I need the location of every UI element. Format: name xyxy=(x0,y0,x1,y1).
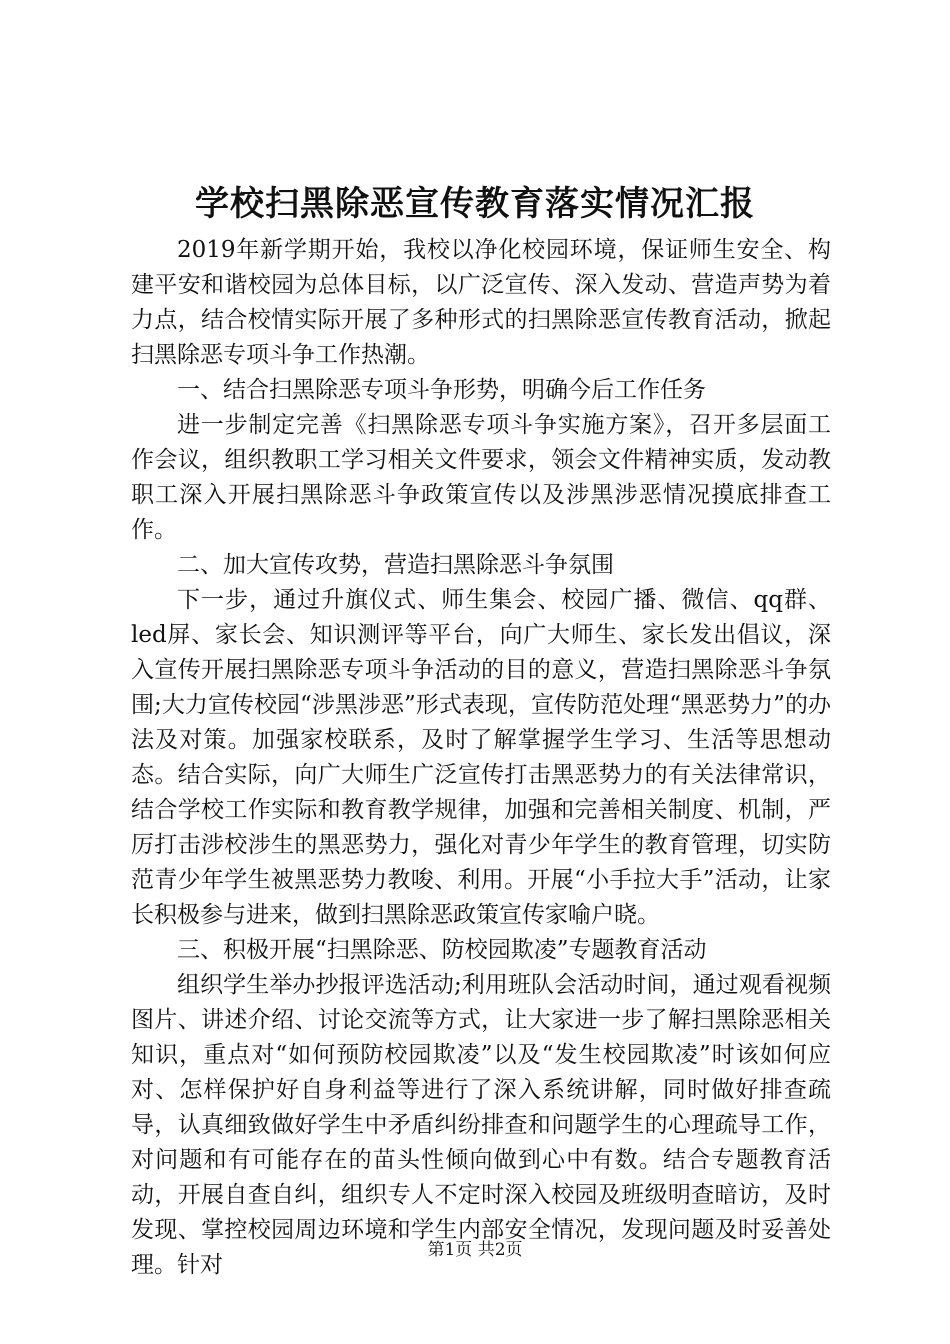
section-paragraph-2: 下一步，通过升旗仪式、师生集会、校园广播、微信、qq群、led屏、家长会、知识测评等平台，向广大师生、家长发出倡议，深入宣传开展扫黑除恶专项斗争活动的目的意义，营造扫黑除恶斗争氛围;大力宣传校园“涉黑涉恶”形式表现，宣传防范处理“黑恶势力”的办法及对策。加强家校联系，及时了解掌握学生学习、生活等思想动态。结合实际，向广大师生广泛宣传打击黑恶势力的有关法律常识，结合学校工作实际和教育教学规律，加强和完善相关制度、机制，严厉打击涉校涉生的黑恶势力，强化对青少年学生的教育管理，切实防范青少年学生被黑恶势力教唆、利用。开展“小手拉大手”活动，让家长积极参与进来，做到扫黑除恶政策宣传家喻户晓。 xyxy=(131,587,831,928)
intro-paragraph: 2019年新学期开始，我校以净化校园环境，保证师生安全、构建平安和谐校园为总体目标，以广泛宣传、深入发动、营造声势为着力点，结合校情实际开展了多种形式的扫黑除恶宣传教育活动，掀起扫黑除恶专项斗争工作热潮。 xyxy=(131,237,831,368)
section-heading-2: 二、加大宣传攻势，营造扫黑除恶斗争氛围 xyxy=(177,552,614,578)
section-paragraph-1: 进一步制定完善《扫黑除恶专项斗争实施方案》，召开多层面工作会议，组织教职工学习相关文件要求，领会文件精神实质，发动教职工深入开展扫黑除恶斗争政策宣传以及涉黑涉恶情况摸底排查工作。 xyxy=(131,412,831,543)
section-heading-1: 一、结合扫黑除恶专项斗争形势，明确今后工作任务 xyxy=(177,377,706,403)
section-paragraph-3: 组织学生举办抄报评选活动;利用班队会活动时间，通过观看视频图片、讲述介绍、讨论交流等方式，让大家进一步了解扫黑除恶相关知识，重点对“如何预防校园欺凌”以及“发生校园欺凌”时该如何应对、怎样保护好自身利益等进行了深入系统讲解，同时做好排查疏导，认真细致做好学生中矛盾纠纷排查和问题学生的心理疏导工作，对问题和有可能存在的苗头性倾向做到心中有数。结合专题教育活动，开展自查自纠，组织专人不定时深入校园及班级明查暗访，及时发现、掌控校园周边环境和学生内部安全情况，发现问题及时妥善处理。针对 xyxy=(131,972,831,1278)
document-title: 学校扫黑除恶宣传教育落实情况汇报 xyxy=(195,184,755,224)
page-number: 第1页 共2页 xyxy=(427,1240,523,1260)
document-body xyxy=(131,233,831,1283)
section-heading-3: 三、积极开展“扫黑除恶、防校园欺凌”专题教育活动 xyxy=(177,937,707,963)
